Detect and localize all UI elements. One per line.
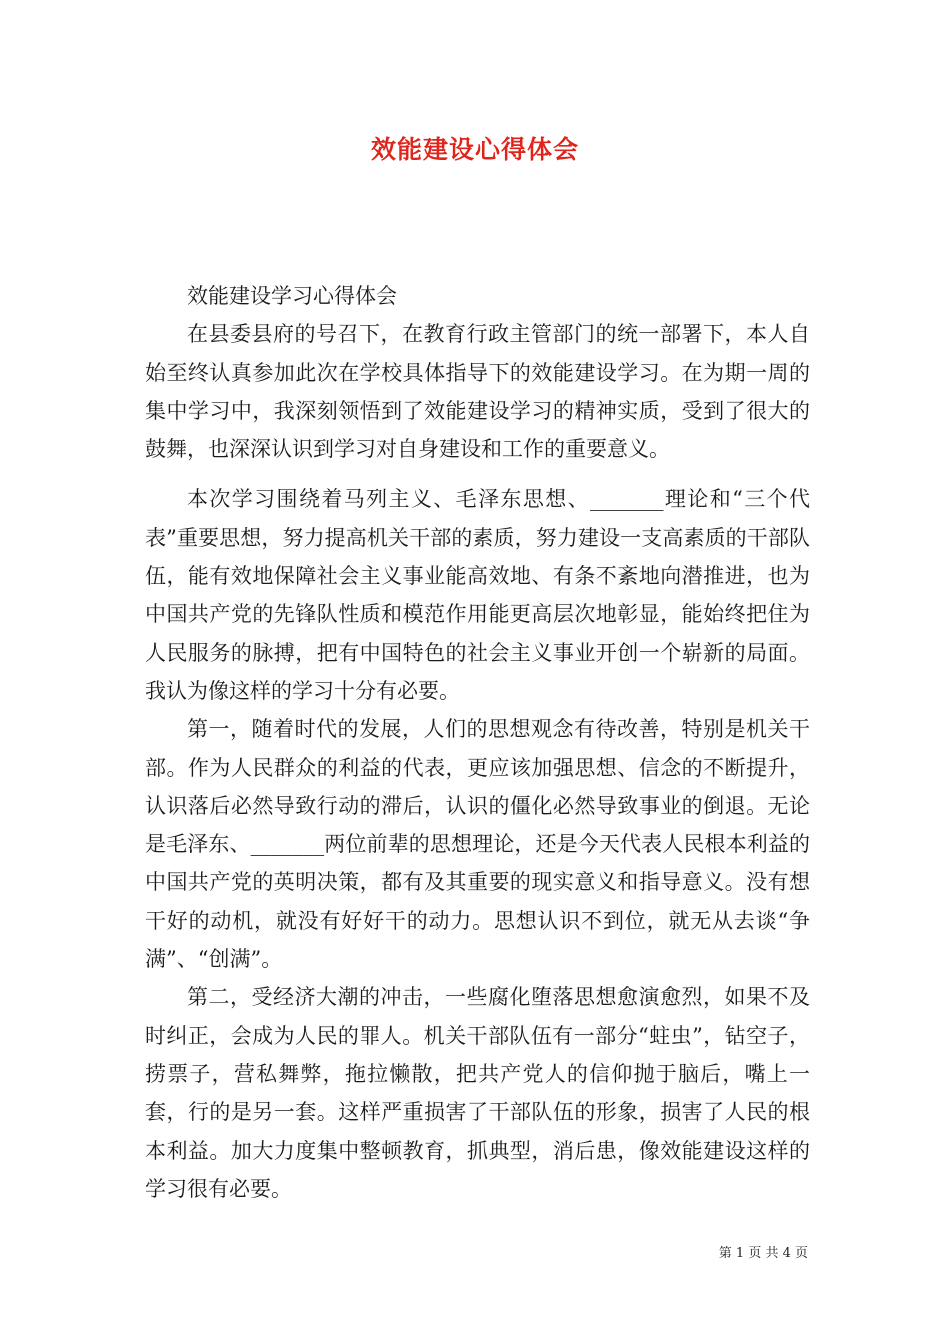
paragraph: 第一，随着时代的发展，人们的思想观念有待改善，特别是机关干部。作为人民群众的利益的代表，更应该加强思想、信念的不断提升，认识落后必然导致行动的滞后，认识的僵化必然导致事业的倒退。无论是毛泽东、_______两位前辈的思想理论，还是今天代表人民根本利益的中国共产党的英明决策，都有及其重要的现实意义和指导意义。没有想干好的动机，就没有好好干的动力。思想认识不到位，就无从去谈“争满”、“创满”。 <box>145 717 810 972</box>
paragraph: 在县委县府的号召下，在教育行政主管部门的统一部署下，本人自始至终认真参加此次在学校具体指导下的效能建设学习。在为期一周的集中学习中，我深刻领悟到了效能建设学习的精神实质，受到了很大的鼓舞，也深深认识到学习对自身建设和工作的重要意义。 <box>145 322 810 462</box>
paragraph: 第二，受经济大潮的冲击，一些腐化堕落思想愈演愈烈，如果不及时纠正，会成为人民的罪人。机关干部队伍有一部分“蛀虫”，钻空子，捞票子，营私舞弊，拖拉懒散，把共产党人的信仰抛于脑后，嘴上一套，行的是另一套。这样严重损害了干部队伍的形象，损害了人民的根本利益。加大力度集中整顿教育，抓典型，消后患，像效能建设这样的学习很有必要。 <box>145 985 810 1201</box>
document-body <box>145 277 810 1208</box>
paragraph: 本次学习围绕着马列主义、毛泽东思想、_______理论和“三个代表”重要思想，努力提高机关干部的素质，努力建设一支高素质的干部队伍，能有效地保障社会主义事业能高效地、有条不紊地向潜推进，也为中国共产党的先锋队性质和模范作用能更高层次地彰显，能始终把住为人民服务的脉搏，把有中国特色的社会主义事业开创一个崭新的局面。我认为像这样的学习十分有必要。 <box>145 487 810 703</box>
document-title: 效能建设心得体会 <box>370 135 579 164</box>
page-number: 第 1 页 共 4 页 <box>718 1246 808 1261</box>
section-heading: 效能建设学习心得体会 <box>187 284 397 308</box>
